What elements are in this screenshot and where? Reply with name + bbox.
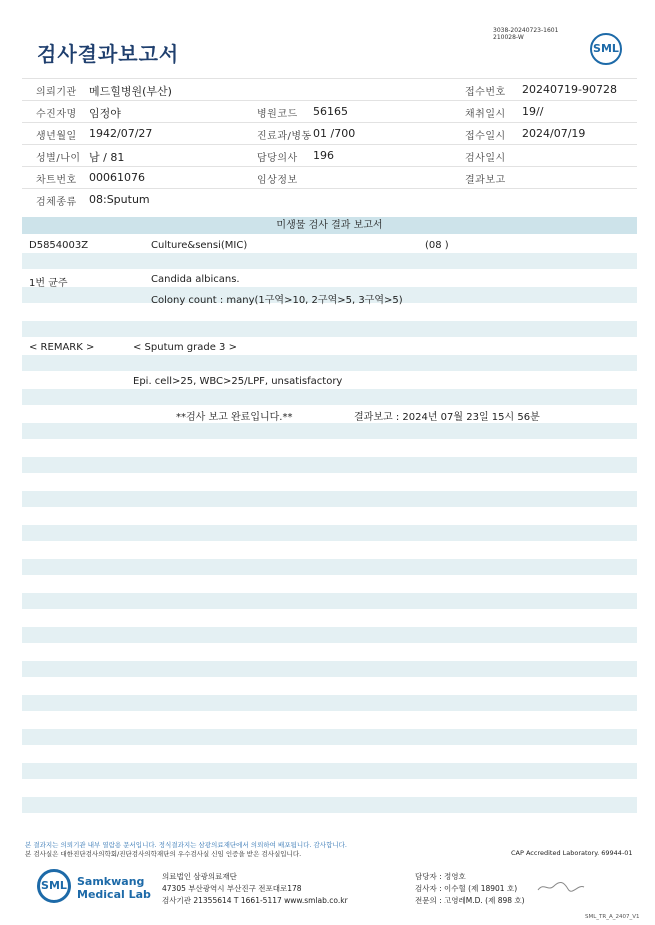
result-stripe xyxy=(22,321,637,337)
info-row xyxy=(22,189,637,210)
form-code: SML_TR_A_2407_V1 xyxy=(585,914,640,920)
lab-staff xyxy=(415,871,525,907)
completion-message: **검사 보고 완료입니다.** xyxy=(176,412,293,423)
info-label: 생년월일 xyxy=(36,131,77,142)
colony-count: Colony count : many(1구역>10, 2구역>5, 3구역>5) xyxy=(151,295,403,306)
info-label: 결과보고 xyxy=(465,175,506,186)
result-stripe xyxy=(22,457,637,473)
info-value: 196 xyxy=(313,149,334,162)
info-label: 진료과/병동 xyxy=(257,131,312,142)
brand-name xyxy=(77,875,151,901)
info-value: 01 /700 xyxy=(313,127,356,140)
result-stripe xyxy=(22,661,637,677)
sml-footer-logo: SML xyxy=(37,869,71,903)
result-stripe xyxy=(22,389,637,405)
section-header: 미생물 검사 결과 보고서 xyxy=(22,217,637,234)
info-row xyxy=(22,167,637,189)
organism-name: Candida albicans. xyxy=(151,274,240,285)
result-stripe xyxy=(22,797,637,813)
info-value: 임정야 xyxy=(89,107,121,120)
info-value: 20240719-90728 xyxy=(522,83,617,96)
info-label: 검체종류 xyxy=(36,197,77,208)
info-label: 접수번호 xyxy=(465,87,506,98)
address-line: 검사기관 21355614 T 1661-5117 www.smlab.co.kr xyxy=(162,896,348,905)
result-stripe xyxy=(22,253,637,269)
staff-line: 담당자 : 정영호 xyxy=(415,872,466,881)
result-stripe xyxy=(22,423,637,439)
grade-detail: Epi. cell>25, WBC>25/LPF, unsatisfactory xyxy=(133,376,343,387)
info-value: 08:Sputum xyxy=(89,193,150,206)
info-value: 56165 xyxy=(313,105,348,118)
staff-line: 전문의 : 고영레M.D. (제 898 호) xyxy=(415,896,525,905)
result-stripe xyxy=(22,491,637,507)
isolate-label: 1번 균주 xyxy=(29,278,68,289)
info-row xyxy=(22,145,637,167)
info-label: 성별/나이 xyxy=(36,153,81,164)
info-label: 의뢰기관 xyxy=(36,87,77,98)
document-id-line1: 3038-20240723-1601 xyxy=(493,27,559,34)
address-line: 47305 부산광역시 부산진구 전포대로178 xyxy=(162,884,302,893)
info-label: 임상정보 xyxy=(257,175,298,186)
info-value: 1942/07/27 xyxy=(89,127,153,140)
page-title: 검사결과보고서 xyxy=(37,42,180,66)
info-value: 00061076 xyxy=(89,171,145,184)
lab-address xyxy=(162,871,348,907)
info-value: 메드힐병원(부산) xyxy=(89,85,172,98)
info-value: 2024/07/19 xyxy=(522,127,586,140)
result-stripe xyxy=(22,763,637,779)
info-label: 차트번호 xyxy=(36,175,77,186)
test-specimen-code: (08 ) xyxy=(425,240,449,251)
result-stripe xyxy=(22,355,637,371)
info-label: 담당의사 xyxy=(257,153,298,164)
result-stripe xyxy=(22,559,637,575)
result-stripe xyxy=(22,729,637,745)
info-label: 검사일시 xyxy=(465,153,506,164)
brand-line2: Medical Lab xyxy=(77,888,151,901)
info-value: 남 / 81 xyxy=(89,151,125,164)
sputum-grade: < Sputum grade 3 > xyxy=(133,342,237,353)
report-time: 결과보고 : 2024년 07월 23일 15시 56분 xyxy=(354,412,540,423)
result-stripe xyxy=(22,525,637,541)
remark-label: < REMARK > xyxy=(29,342,95,353)
document-id xyxy=(493,27,558,41)
info-label: 채취일시 xyxy=(465,109,506,120)
info-label: 접수일시 xyxy=(465,131,506,142)
info-row xyxy=(22,101,637,123)
patient-info-table xyxy=(22,78,637,210)
test-code: D5854003Z xyxy=(29,240,89,251)
cap-accreditation: CAP Accredited Laboratory. 69944-01 xyxy=(511,849,633,857)
test-name: Culture&sensi(MIC) xyxy=(151,240,248,251)
footer-note: 본 결과지는 의뢰기관 내부 열람용 문서입니다. 정식결과지는 삼광의료재단에서 의뢰하여 배포됩니다. 감사합니다. xyxy=(25,841,347,849)
document-id-line2: 210028-W xyxy=(493,34,524,41)
info-row xyxy=(22,78,637,101)
sml-logo: SML xyxy=(590,33,622,65)
accreditation-note: 본 검사실은 대한진단검사의학회/진단검사의학재단의 우수검사실 신임 인증을 받은 검사실입니다. xyxy=(25,850,302,858)
info-label: 병원코드 xyxy=(257,109,298,120)
signature-image xyxy=(536,880,586,894)
brand-line1: Samkwang xyxy=(77,875,145,888)
info-value: 19// xyxy=(522,105,544,118)
address-line: 의료법인 삼광의료재단 xyxy=(162,872,237,881)
staff-line: 검사자 : 이수혈 (제 18901 호) xyxy=(415,884,518,893)
info-label: 수진자명 xyxy=(36,109,77,120)
result-stripe xyxy=(22,627,637,643)
info-row xyxy=(22,123,637,145)
result-stripe xyxy=(22,593,637,609)
result-stripe xyxy=(22,695,637,711)
